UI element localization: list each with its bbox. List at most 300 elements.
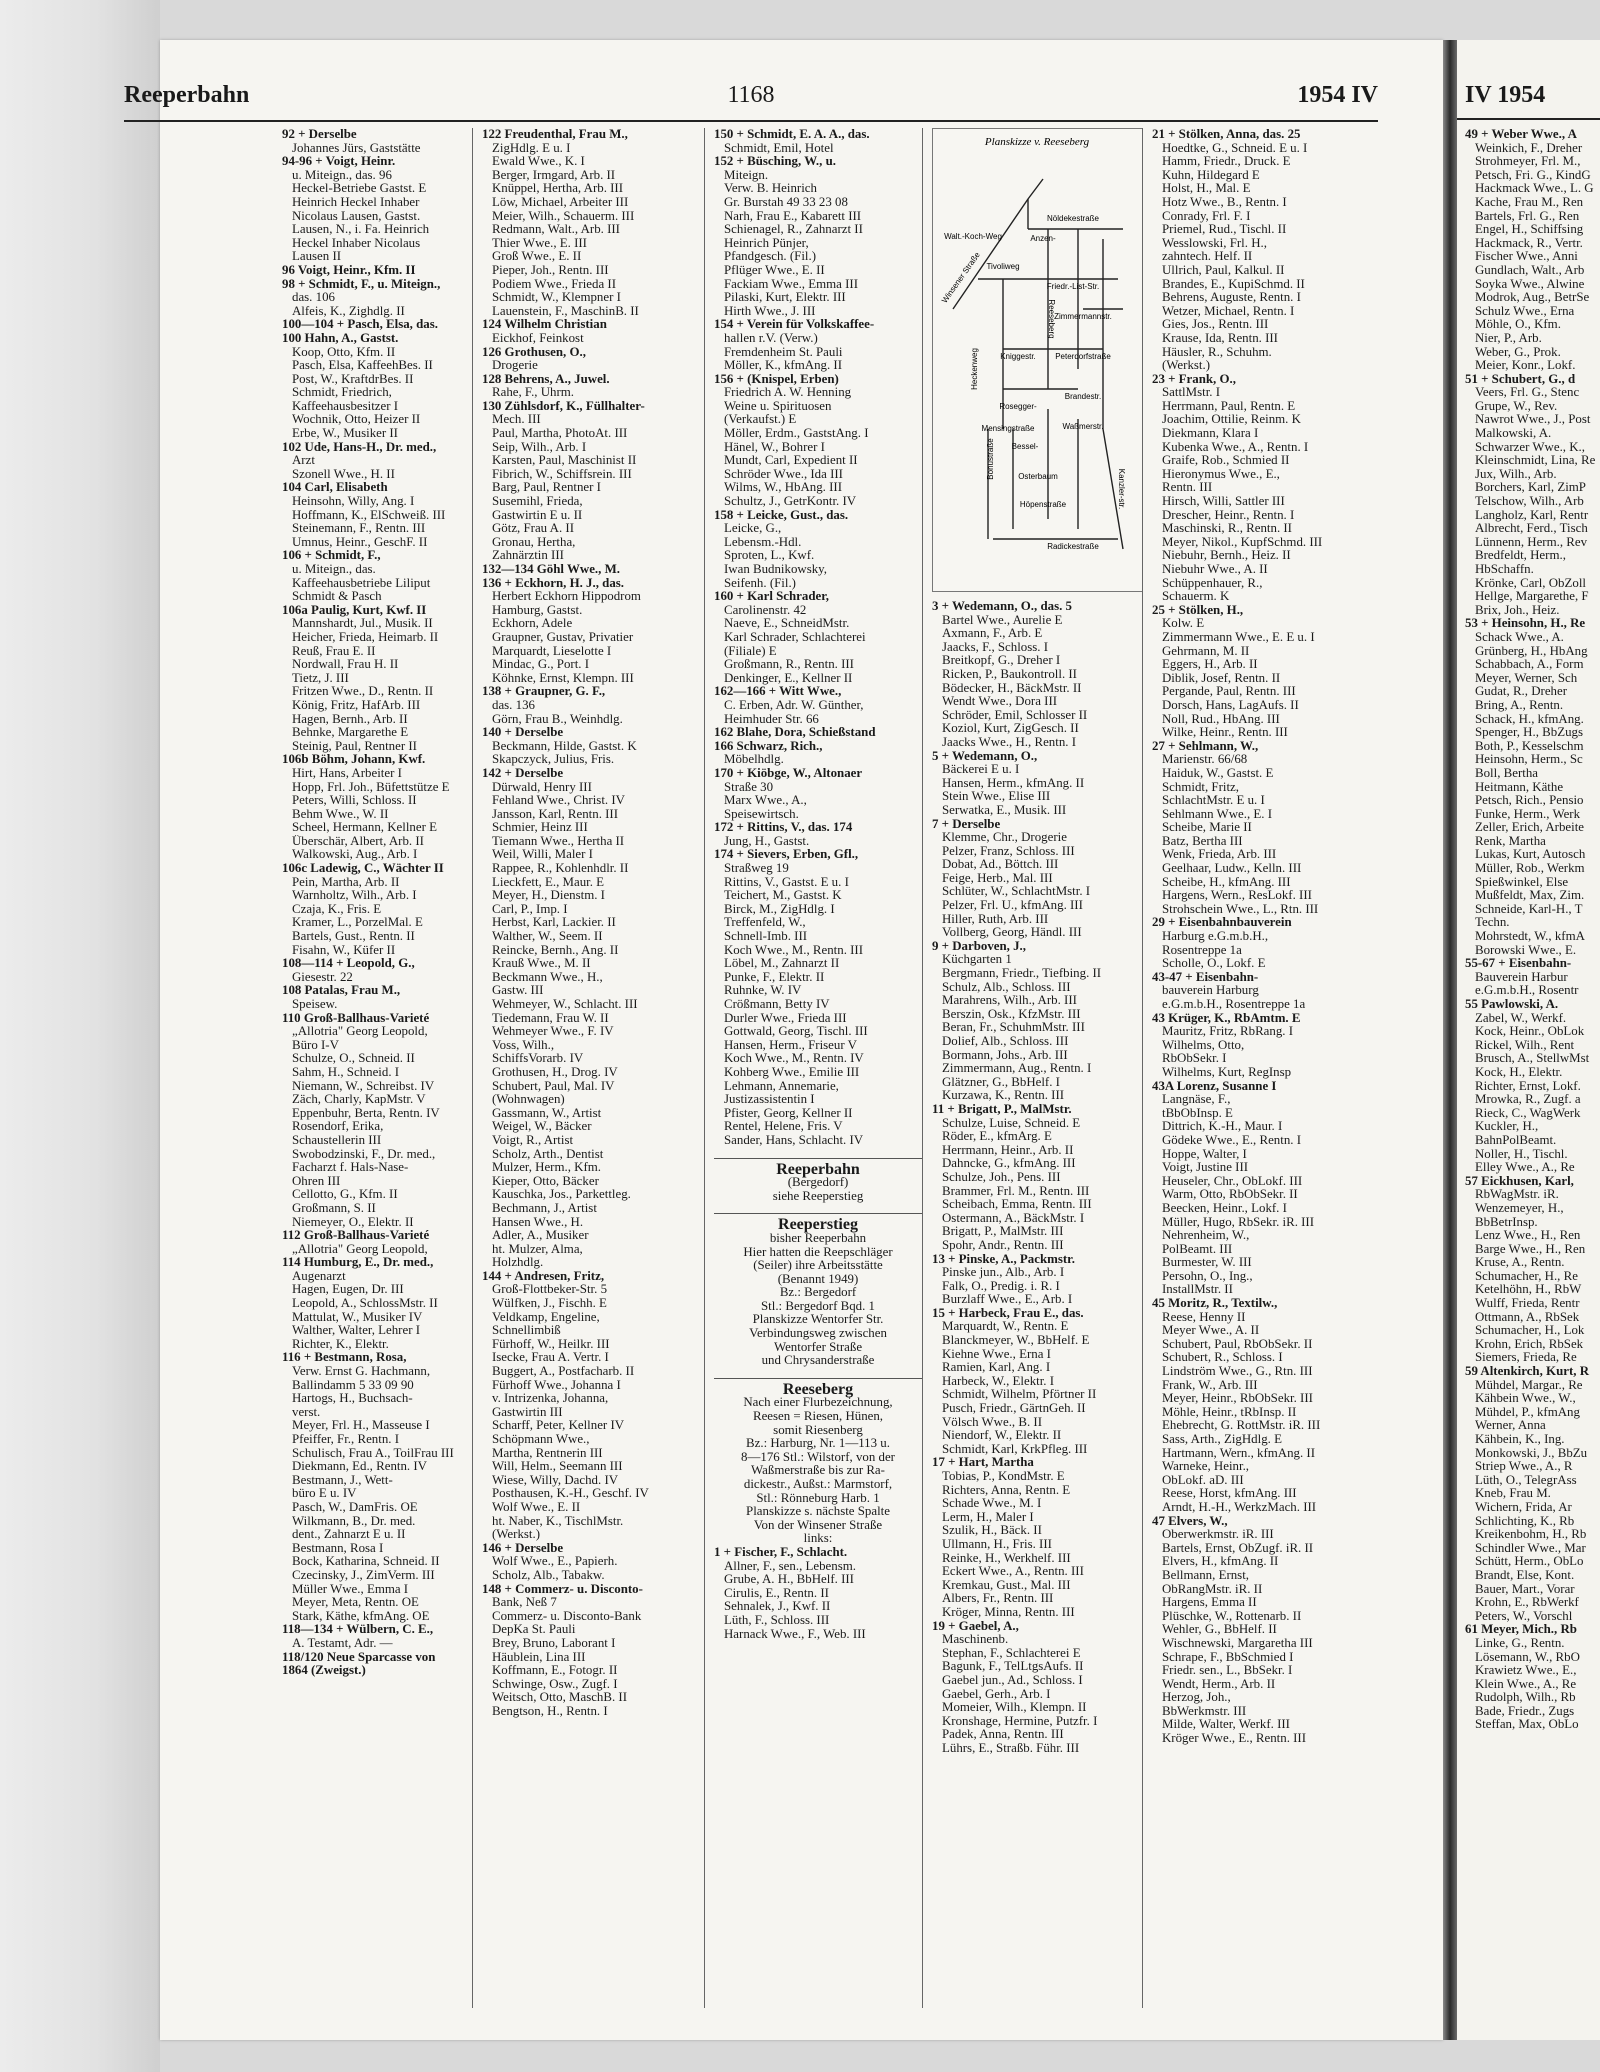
- directory-entry: Beecken, Heinr., Lokf. I: [1162, 1201, 1287, 1215]
- directory-entry: Lausen, N., i. Fa. Heinrich: [292, 223, 430, 237]
- directory-entry: 136 + Eckhorn, H. J., das.: [482, 576, 625, 590]
- map-street-label: Zimmermannstr.: [1054, 312, 1112, 321]
- directory-entry: Schade Wwe., M. I: [942, 1497, 1042, 1511]
- directory-entry: Schienagel, R., Zahnarzt II: [724, 223, 863, 237]
- directory-entry: Schulz Wwe., Erna: [1475, 304, 1575, 318]
- directory-entry: Lünnenn, Herm., Rev: [1475, 535, 1588, 549]
- directory-entry: Verw. Ernst G. Hachmann,: [292, 1365, 431, 1379]
- column-3: [714, 128, 923, 2008]
- directory-entry: Spenger, H., BbZugs: [1475, 726, 1583, 740]
- directory-entry: Tiedemann, Frau W. II: [492, 1011, 609, 1025]
- directory-entry: Warneke, Heinr.,: [1162, 1460, 1250, 1474]
- directory-entry: Susemihl, Frieda,: [492, 495, 583, 509]
- directory-entry: Petsch, Fri. G., KindG: [1475, 168, 1591, 182]
- directory-entry: Persohn, O., Ing.,: [1162, 1269, 1253, 1283]
- directory-entry: 5 + Wedemann, O.,: [932, 749, 1038, 763]
- map-street-label: Tivoliweg: [986, 262, 1020, 271]
- directory-entry: Straßweg 19: [724, 862, 789, 876]
- directory-entry: Scheibe, Marie II: [1162, 821, 1252, 835]
- directory-entry: Conrady, Frl. F. I: [1162, 209, 1251, 223]
- directory-entry: Rittins, V., Gastst. E u. I: [724, 875, 849, 889]
- directory-entry: Nicolaus Lausen, Gastst.: [292, 209, 421, 223]
- directory-entry: A. Testamt, Adr. —: [292, 1636, 393, 1650]
- street-section-line: (Benannt 1949): [777, 1271, 859, 1286]
- directory-entry: Löw, Michael, Arbeiter III: [492, 195, 629, 209]
- directory-entry: Lenz Wwe., H., Ren: [1475, 1229, 1581, 1243]
- street-section-line: Waßmerstraße bis zur Ra-: [751, 1463, 885, 1478]
- directory-entry: Bestmann, J., Wett-: [292, 1473, 393, 1487]
- directory-entry: Czecinsky, J., ZimVerm. III: [292, 1568, 435, 1582]
- directory-entry: Schauerm. K: [1162, 590, 1230, 604]
- directory-entry: Schulisch, Frau A., ToilFrau III: [292, 1446, 454, 1460]
- directory-entry: Sahm, H., Schneid. I: [292, 1065, 400, 1079]
- directory-entry: 59 Altenkirch, Kurt, R: [1465, 1365, 1590, 1379]
- directory-entry: 128 Behrens, A., Juwel.: [482, 372, 610, 386]
- directory-entry: Knüppel, Hertha, Arb. III: [492, 182, 624, 196]
- map-street-label: Kanzler-str.: [1117, 468, 1126, 510]
- directory-entry: Marquardt, W., Rentn. E: [942, 1320, 1069, 1334]
- directory-entry: Kaffeehausbetriebe Liliput: [292, 576, 431, 590]
- directory-entry: Wilms, W., HbAng. III: [724, 481, 842, 495]
- directory-entry: Hackmack, R., Vertr.: [1475, 236, 1583, 250]
- directory-entry: Stephan, F., Schlachterei E: [942, 1646, 1081, 1660]
- directory-entry: Scholle, O., Lokf. E: [1162, 957, 1266, 971]
- column-4-entries: [932, 600, 1142, 1755]
- directory-entry: Tobias, P., KondMstr. E: [942, 1470, 1065, 1483]
- directory-entry: Lausen II: [292, 250, 342, 264]
- directory-entry: Bechmann, J., Artist: [492, 1201, 597, 1215]
- directory-entry: ZigHdlg. E u. I: [492, 141, 571, 155]
- directory-entry: Narh, Frau E., Kabarett III: [724, 209, 862, 223]
- directory-entry: Müller, Hugo, RbSekr. iR. III: [1162, 1215, 1315, 1229]
- directory-entry: 53 + Heinsohn, H., Re: [1465, 617, 1586, 631]
- directory-entry: Eckhorn, Adele: [492, 617, 573, 631]
- directory-entry: Meyer, H., Dienstm. I: [492, 889, 605, 903]
- directory-entry: Bade, Friedr., Zugs: [1475, 1704, 1575, 1718]
- facing-page: [1457, 40, 1600, 2040]
- directory-entry: Schmier, Heinz III: [492, 821, 588, 835]
- directory-entry: 132—134 Göhl Wwe., M.: [482, 563, 620, 576]
- directory-entry: 150 + Schmidt, E. A. A., das.: [714, 128, 870, 141]
- directory-entry: Kronshage, Hermine, Putzfr. I: [942, 1714, 1098, 1728]
- street-section-line: dickestr., Außst.: Marmstorf,: [743, 1477, 893, 1491]
- directory-entry: Lührs, E., Straßb. Führ. III: [942, 1741, 1080, 1755]
- directory-entry: Linke, G., Rentn.: [1475, 1636, 1565, 1650]
- directory-entry: Brammer, Frl. M., Rentn. III: [942, 1184, 1090, 1198]
- directory-entry: Götz, Frau A. II: [492, 522, 574, 536]
- directory-entry: Burzlaff Wwe., E., Arb. I: [942, 1293, 1073, 1307]
- map-street-label: Nöldekestraße: [1046, 214, 1100, 223]
- directory-entry: Lauenstein, F., MaschinB. II: [492, 304, 639, 318]
- directory-entry: Krause, Ida, Rentn. III: [1162, 331, 1278, 345]
- directory-entry: Iwan Budnikowsky,: [724, 563, 827, 576]
- directory-entry: Pein, Martha, Arb. II: [292, 875, 400, 889]
- directory-entry: Wehmeyer Wwe., F. IV: [492, 1025, 614, 1039]
- directory-entry: Hiller, Ruth, Arb. III: [942, 912, 1049, 926]
- directory-entry: Wenk, Frieda, Arb. III: [1162, 848, 1277, 862]
- directory-entry: Pieper, Joh., Rentn. III: [492, 263, 609, 277]
- directory-entry: Czaja, K., Fris. E: [292, 902, 382, 916]
- directory-entry: Mohrstedt, W., kfmA: [1475, 930, 1585, 944]
- directory-entry: Bäckerei E u. I: [942, 763, 1020, 777]
- directory-entry: Niebuhr, Bernh., Heiz. II: [1162, 549, 1291, 563]
- directory-entry: Jux, Wilh., Arb.: [1475, 467, 1557, 481]
- directory-entry: 166 Schwarz, Rich.,: [714, 739, 823, 753]
- directory-entry: Harbeck, W., Elektr. I: [942, 1374, 1055, 1388]
- street-section-line: Planskizze Wentorfer Str.: [752, 1312, 884, 1327]
- directory-entry: Schmidt, Friedrich,: [292, 386, 392, 400]
- directory-entry: Bartels, Ernst, ObZugf. iR. II: [1162, 1541, 1314, 1555]
- directory-entry: Plüschke, W., Rottenarb. II: [1162, 1609, 1302, 1623]
- directory-entry: Brey, Bruno, Laborant I: [492, 1636, 616, 1650]
- directory-entry: Pasch, W., DamFris. OE: [292, 1500, 418, 1514]
- directory-entry: Hoppe, Walter, I: [1162, 1147, 1247, 1161]
- directory-entry: Bartel Wwe., Aurelie E: [942, 613, 1063, 627]
- directory-entry: Umnus, Heinr., GeschF. II: [292, 535, 428, 549]
- directory-entry: Walkowski, Aug., Arb. I: [292, 848, 418, 862]
- directory-entry: Pfandgesch. (Fil.): [724, 250, 817, 264]
- directory-entry: (Filiale) E: [724, 644, 777, 658]
- directory-entry: Scholz, Alb., Tabakw.: [492, 1568, 605, 1582]
- directory-entry: Erbe, W., Musiker II: [292, 427, 398, 441]
- directory-entry: Hirth Wwe., J. III: [724, 304, 816, 318]
- directory-entry: Paul, Martha, PhotoAt. III: [492, 427, 628, 441]
- directory-entry: 138 + Graupner, G. F.,: [482, 685, 606, 699]
- directory-entry: Bagunk, F., TelLtgsAufs. II: [942, 1660, 1084, 1674]
- street-section-line: Wentorfer Straße: [773, 1339, 863, 1354]
- directory-entry: 98 + Schmidt, F., u. Miteign.,: [282, 277, 441, 291]
- directory-entry: Gies, Jos., Rentn. III: [1162, 318, 1269, 332]
- directory-entry: Feige, Herb., Mal. III: [942, 871, 1053, 885]
- directory-entry: Burmester, W. III: [1162, 1256, 1252, 1270]
- directory-entry: Lindström Wwe., G., Rtn. III: [1162, 1365, 1313, 1379]
- directory-entry: Rickel, Wilh., Rent: [1475, 1038, 1575, 1052]
- directory-entry: Ramien, Karl, Ang. I: [942, 1361, 1051, 1375]
- directory-entry: Wilkmann, B., Dr. med.: [292, 1514, 416, 1528]
- directory-entry: Rahe, F., Uhrm.: [492, 386, 575, 400]
- directory-entry: Brix, Joh., Heiz.: [1475, 603, 1560, 617]
- directory-entry: Skapczyck, Julius, Fris.: [492, 753, 615, 767]
- directory-entry: Mrowka, R., Zugf. a: [1475, 1093, 1581, 1107]
- directory-entry: Diekmann, Ed., Rentn. IV: [292, 1460, 427, 1474]
- page-header: [124, 80, 1378, 122]
- directory-entry: Kauschka, Jos., Parkettleg.: [492, 1188, 631, 1202]
- directory-entry: Speisew.: [292, 998, 338, 1011]
- directory-entry: 114 Humburg, E., Dr. med.,: [282, 1256, 434, 1270]
- directory-entry: Fremdenheim St. Pauli: [724, 345, 843, 359]
- directory-entry: Jaacks Wwe., H., Rentn. I: [942, 735, 1077, 749]
- street-section-line: Bz.: Bergedorf: [779, 1285, 857, 1300]
- directory-entry: Krohn, E., RbWerkf: [1475, 1596, 1579, 1610]
- directory-entry: Eppenbuhr, Berta, Rentn. IV: [292, 1106, 440, 1120]
- directory-entry: Szulik, H., Bäck. II: [942, 1524, 1042, 1538]
- directory-entry: 154 + Verein für Volkskaffee-: [714, 318, 875, 332]
- directory-entry: Hargens, Emma II: [1162, 1596, 1257, 1610]
- directory-entry: Heinrich Heckel Inhaber: [292, 195, 420, 209]
- directory-entry: Wochnik, Otto, Heizer II: [292, 413, 421, 427]
- directory-entry: Wilhelms, Kurt, RegInsp: [1162, 1065, 1292, 1079]
- directory-entry: Bauer, Mart., Vorar: [1475, 1582, 1575, 1596]
- directory-entry: Herzog, Joh.,: [1162, 1691, 1231, 1705]
- directory-entry: Schumacher, H., Lok: [1475, 1324, 1585, 1338]
- directory-entry: Koch Wwe., M., Rentn. IV: [724, 1052, 864, 1066]
- directory-entry: Zimmermann, Aug., Rentn. I: [942, 1062, 1092, 1076]
- directory-entry: Röder, E., kfmArg. E: [942, 1130, 1052, 1144]
- directory-entry: Gastw. III: [492, 984, 544, 998]
- directory-entry: Carolinenstr. 42: [724, 603, 807, 617]
- directory-entry: Schubert, R., Schloss. I: [1162, 1351, 1283, 1365]
- directory-entry: 92 + Derselbe: [282, 128, 357, 141]
- directory-entry: Petsch, Rich., Pensio: [1475, 794, 1584, 808]
- directory-entry: ObRangMstr. iR. II: [1162, 1582, 1263, 1596]
- directory-entry: Elvers, H., kfmAng. II: [1162, 1555, 1279, 1569]
- directory-entry: 140 + Derselbe: [482, 726, 564, 740]
- directory-entry: das. 106: [292, 291, 335, 305]
- directory-entry: Momeier, Wilh., Klempn. II: [942, 1701, 1087, 1715]
- directory-entry: Posthausen, K.-H., Geschf. IV: [492, 1487, 649, 1501]
- directory-entry: Bredfeldt, Herm.,: [1475, 549, 1566, 563]
- directory-entry: Will, Helm., Seemann III: [492, 1460, 623, 1474]
- directory-entry: Heckel-Betriebe Gastst. E: [292, 182, 427, 196]
- directory-entry: Pergande, Paul, Rentn. III: [1162, 685, 1296, 699]
- directory-entry: Voigt, R., Artist: [492, 1133, 574, 1147]
- directory-entry: Allner, F., sen., Lebensm.: [724, 1559, 856, 1573]
- directory-entry: Lüth, F., Schloss. III: [724, 1613, 830, 1627]
- map-street-label: Waßmerstr.: [1062, 422, 1104, 431]
- map-drawing: [933, 129, 1141, 589]
- directory-entry: Steinig, Paul, Rentner II: [292, 739, 417, 753]
- directory-entry: Gronau, Hertha,: [492, 535, 576, 549]
- directory-entry: Ehebrecht, G. RottMstr. iR. III: [1162, 1419, 1321, 1433]
- directory-entry: Heckel Inhaber Nicolaus: [292, 236, 421, 250]
- directory-entry: 116 + Bestmann, Rosa,: [282, 1351, 407, 1365]
- directory-entry: RbObSekr. I: [1162, 1052, 1227, 1066]
- directory-entry: Herrmann, Heinr., Arb. II: [942, 1143, 1074, 1157]
- directory-entry: Rosentreppe 1a: [1162, 943, 1242, 957]
- directory-entry: Ottmann, A., RbSek: [1475, 1310, 1580, 1324]
- directory-entry: Weinkich, F., Dreher: [1475, 141, 1583, 155]
- street-section-line: und Chrysanderstraße: [761, 1353, 875, 1368]
- directory-entry: Eickhof, Feinkost: [492, 331, 584, 345]
- directory-entry: Augenarzt: [292, 1269, 346, 1283]
- directory-entry: Schaustellerin III: [292, 1133, 382, 1147]
- directory-entry: Löbel, M., Zahnarzt II: [724, 957, 840, 971]
- directory-entry: Marahrens, Wilh., Arb. III: [942, 994, 1077, 1008]
- directory-entry: Walther, W., Seem. II: [492, 930, 603, 944]
- directory-entry: Müller Wwe., Emma I: [292, 1582, 409, 1596]
- directory-entry: Meyer, Heinr., RbObSekr. III: [1162, 1392, 1313, 1406]
- directory-entry: Bödecker, H., BäckMstr. II: [942, 681, 1082, 695]
- directory-entry: Mauritz, Fritz, RbRang. I: [1162, 1025, 1294, 1039]
- directory-entry: Borowski Wwe., E.: [1475, 943, 1577, 957]
- directory-entry: Kuckler, H.,: [1475, 1120, 1539, 1134]
- directory-entry: Wiese, Willy, Dachd. IV: [492, 1473, 619, 1487]
- directory-entry: Walther, Walter, Lehrer I: [292, 1324, 420, 1338]
- directory-entry: Schnellimbiß: [492, 1324, 561, 1338]
- directory-entry: PolBeamt. III: [1162, 1242, 1233, 1256]
- directory-entry: u. Miteign., das. 96: [292, 168, 392, 182]
- directory-entry: Priemel, Rud., Tischl. II: [1162, 223, 1287, 237]
- directory-entry: Schnell-Imb. III: [724, 930, 808, 944]
- directory-entry: Berger, Irmgard, Arb. II: [492, 168, 616, 182]
- directory-entry: Schmidt, Karl, KrkPfleg. III: [942, 1442, 1088, 1456]
- directory-entry: Batz, Bertha III: [1162, 834, 1243, 848]
- directory-entry: Berszin, Osk., KfzMstr. III: [942, 1007, 1081, 1021]
- directory-entry: Gassmann, W., Artist: [492, 1106, 602, 1120]
- map-street-label: Peterdorfstraße: [1055, 352, 1111, 361]
- directory-entry: (Wohnwagen): [492, 1093, 565, 1107]
- directory-entry: Koop, Otto, Kfm. II: [292, 345, 396, 359]
- street-section-line: Bz.: Harburg, Nr. 1—113 u.: [746, 1436, 890, 1451]
- directory-entry: Schröder Wwe., Ida III: [724, 467, 843, 481]
- directory-entry: Herrmann, Paul, Rentn. E: [1162, 399, 1296, 413]
- directory-entry: Fürhoff, W., Heilkr. III: [492, 1337, 610, 1351]
- directory-entry: Holzhdlg.: [492, 1256, 544, 1270]
- directory-entry: Großmann, R., Rentn. III: [724, 658, 854, 672]
- directory-entry: Küchgarten 1: [942, 953, 1012, 967]
- directory-entry: Dittrich, K.-H., Maur. I: [1162, 1120, 1283, 1134]
- directory-entry: 110 Groß-Ballhaus-Varieté: [282, 1011, 430, 1025]
- directory-entry: Fehland Wwe., Christ. IV: [492, 794, 625, 808]
- directory-entry: Harnack Wwe., F., Web. III: [724, 1627, 866, 1641]
- directory-entry: büro E u. IV: [292, 1487, 357, 1501]
- directory-entry: Behm Wwe., W. II: [292, 807, 389, 821]
- directory-entry: Kremkau, Gust., Mal. III: [942, 1578, 1071, 1592]
- directory-entry: Möhle, O., Kfm.: [1475, 318, 1561, 332]
- directory-entry: Wulff, Frieda, Rentr: [1475, 1297, 1580, 1311]
- directory-entry: Hamm, Friedr., Druck. E: [1162, 155, 1291, 169]
- directory-entry: König, Fritz, HafArb. III: [292, 698, 421, 712]
- directory-entry: Wetzer, Michael, Rentn. I: [1162, 304, 1295, 318]
- directory-entry: Schmidt, Emil, Hotel: [724, 141, 834, 155]
- directory-entry: Schumacher, H., Re: [1475, 1269, 1578, 1283]
- directory-entry: Wilke, Heinr., Rentn. III: [1162, 726, 1288, 740]
- directory-entry: Scheel, Hermann, Kellner E: [292, 821, 437, 835]
- directory-entry: Großmann, S. II: [292, 1201, 376, 1215]
- directory-entry: Krawietz Wwe., E.,: [1475, 1664, 1577, 1678]
- directory-entry: Schubert, Paul, Mal. IV: [492, 1079, 615, 1093]
- directory-entry: Wehler, G., BbHelf. II: [1162, 1623, 1277, 1637]
- directory-entry: 45 Moritz, R., Textilw.,: [1152, 1297, 1278, 1311]
- directory-entry: 172 + Rittins, V., das. 174: [714, 821, 853, 835]
- directory-entry: Milde, Walter, Werkf. III: [1162, 1718, 1290, 1732]
- directory-entry: 144 + Andresen, Fritz,: [482, 1269, 605, 1283]
- directory-entry: Niemann, W., Schreibst. IV: [292, 1079, 435, 1093]
- directory-entry: BbBetrInsp.: [1475, 1215, 1538, 1229]
- map-street-label: Rosegger-: [999, 402, 1037, 411]
- directory-entry: Redmann, Walt., Arb. III: [492, 223, 620, 237]
- directory-entry: Leicke, G.,: [724, 522, 782, 536]
- directory-entry: Häublein, Lina III: [492, 1650, 586, 1664]
- directory-entry: Szonell Wwe., H. II: [292, 467, 395, 481]
- directory-entry: 7 + Derselbe: [932, 817, 1001, 831]
- directory-entry: Rappee, R., Kohlenhdlr. II: [492, 862, 629, 876]
- directory-entry: Warnholtz, Wilh., Arb. I: [292, 889, 417, 903]
- directory-entry: 55 Pawlowski, A.: [1465, 998, 1559, 1011]
- directory-entry: Gundlach, Walt., Arb: [1475, 263, 1585, 277]
- directory-entry: Naeve, E., SchneidMstr.: [724, 617, 850, 631]
- directory-entry: Martha, Rentnerin III: [492, 1446, 603, 1460]
- directory-entry: Kramer, L., PorzelMal. E: [292, 916, 423, 930]
- directory-entry: Pfister, Georg, Kellner II: [724, 1106, 853, 1120]
- directory-entry: Denkinger, E., Kellner II: [724, 671, 853, 685]
- street-section-line: 8—176 Stl.: Wilstorf, von der: [741, 1449, 895, 1464]
- directory-entry: Sander, Hans, Schlacht. IV: [724, 1133, 864, 1147]
- directory-entry: Tiemann Wwe., Hertha II: [492, 834, 625, 848]
- directory-entry: Eggers, H., Arb. II: [1162, 658, 1258, 672]
- directory-entry: Bock, Katharina, Schneid. II: [292, 1555, 440, 1569]
- column-4: [932, 128, 1143, 2008]
- map-street-label: Reeseberg: [1047, 299, 1056, 339]
- directory-entry: Voss, Wilh.,: [492, 1038, 555, 1052]
- directory-entry: Marx Wwe., A.,: [724, 794, 807, 808]
- directory-entry: Koffmann, E., Fotogr. II: [492, 1664, 618, 1678]
- directory-entry: „Allotria" Georg Leopold,: [292, 1242, 428, 1256]
- directory-entry: Koziol, Kurt, ZigGesch. II: [942, 722, 1079, 736]
- directory-entry: 94-96 + Voigt, Heinr.: [282, 155, 396, 169]
- directory-entry: HbSchaffn.: [1475, 563, 1534, 576]
- directory-entry: 57 Eickhusen, Karl,: [1465, 1174, 1574, 1188]
- directory-entry: Heinsohn, Willy, Ang. I: [292, 495, 415, 509]
- directory-entry: 106a Paulig, Kurt, Kwf. II: [282, 603, 427, 617]
- directory-entry: Büro I-V: [292, 1038, 339, 1052]
- directory-entry: 47 Elvers, W.,: [1152, 1514, 1228, 1528]
- directory-entry: Grupe, W., Rev.: [1475, 399, 1558, 413]
- directory-entry: Noll, Rud., HbAng. III: [1162, 712, 1280, 726]
- directory-entry: 118—134 + Wülbern, C. E.,: [282, 1623, 434, 1637]
- directory-entry: Überschär, Albert, Arb. II: [292, 834, 424, 848]
- directory-entry: „Allotria" Georg Leopold,: [292, 1025, 428, 1039]
- directory-entry: Schütt, Herm., ObLo: [1475, 1555, 1584, 1569]
- directory-entry: Cirulis, E., Rentn. II: [724, 1586, 829, 1600]
- directory-entry: 130 Zühlsdorf, K., Füllhalter-: [482, 399, 645, 413]
- directory-entry: Pelzer, Franz, Schloss. III: [942, 844, 1075, 858]
- directory-entry: BbWerkmstr. III: [1162, 1704, 1247, 1718]
- directory-entry: Veers, Frl. G., Stenc: [1475, 386, 1580, 400]
- directory-entry: Friedrich A. W. Henning: [724, 386, 852, 400]
- directory-entry: 11 + Brigatt, P., MalMstr.: [932, 1102, 1072, 1116]
- directory-entry: Kiehne Wwe., Erna I: [942, 1347, 1051, 1361]
- directory-entry: Hellge, Margarethe, F: [1475, 590, 1589, 604]
- directory-entry: 29 + Eisenbahnbauverein: [1152, 916, 1292, 930]
- directory-entry: Cellotto, G., Kfm. II: [292, 1188, 398, 1202]
- directory-entry: Pusch, Friedr., GärtnGeh. II: [942, 1402, 1086, 1416]
- directory-entry: Bartels, Gust., Rentn. II: [292, 930, 415, 944]
- directory-entry: 3 + Wedemann, O., das. 5: [932, 600, 1072, 613]
- directory-entry: Gehrmann, M. II: [1162, 644, 1250, 658]
- directory-entry: Facharzt f. Hals-Nase-: [292, 1161, 409, 1175]
- directory-entry: Brigatt, P., MalMstr. III: [942, 1225, 1064, 1239]
- directory-entry: 162 Blahe, Dora, Schießstand: [714, 726, 876, 740]
- directory-entry: Schmidt & Pasch: [292, 590, 382, 604]
- directory-entry: Müller, Rob., Werkm: [1475, 862, 1585, 876]
- directory-entry: Schabbach, A., Form: [1475, 658, 1584, 672]
- directory-entry: Buggert, A., Postfacharb. II: [492, 1365, 635, 1379]
- directory-entry: Sass, Arth., ZigHdlg. E: [1162, 1433, 1282, 1446]
- directory-entry: Mußfeldt, Max, Zim.: [1475, 889, 1585, 903]
- directory-entry: Ketelhöhn, H., RbW: [1475, 1283, 1582, 1297]
- map-road: [953, 179, 1043, 309]
- directory-entry: 55-67 + Eisenbahn-: [1465, 957, 1572, 971]
- directory-entry: Dolief, Alb., Schloss. III: [942, 1035, 1069, 1048]
- directory-entry: ht. Naber, K., TischlMstr.: [492, 1514, 624, 1528]
- directory-entry: Rentel, Helene, Fris. V: [724, 1120, 843, 1134]
- directory-entry: Schwarzer Wwe., K.,: [1475, 440, 1586, 454]
- street-section-line: (Bergedorf): [787, 1175, 849, 1190]
- directory-entry: Schack Wwe., A.: [1475, 630, 1564, 644]
- directory-entry: Scheibe, H., kfmAng. III: [1162, 875, 1291, 889]
- directory-entry: Schrape, F., BbSchmied I: [1162, 1650, 1294, 1664]
